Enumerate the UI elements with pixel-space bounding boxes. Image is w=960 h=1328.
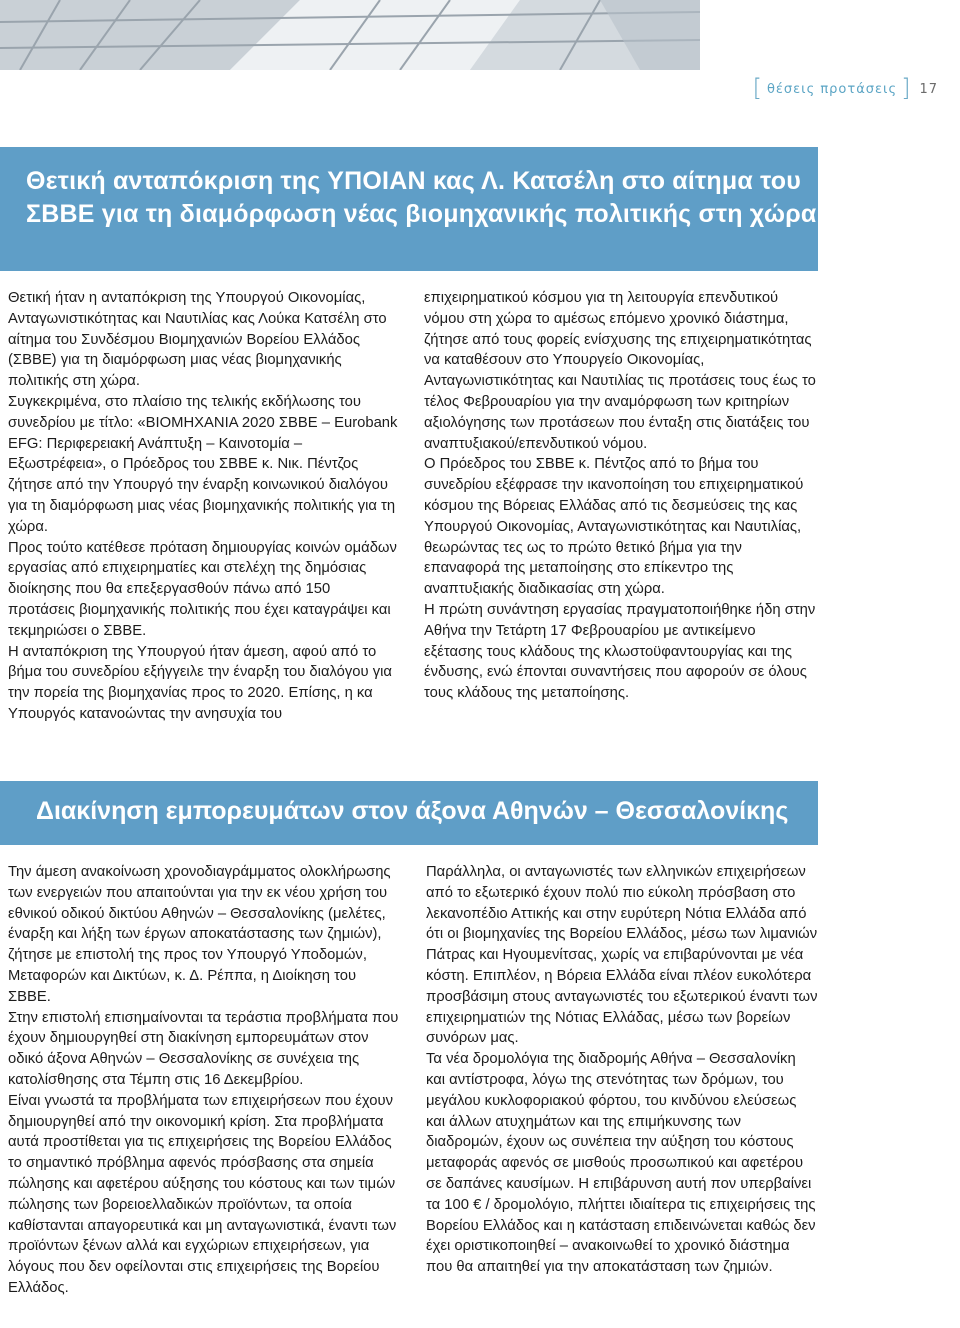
page-header	[753, 74, 938, 102]
section-label: θέσεις προτάσεις	[766, 82, 898, 97]
article1-right-column	[424, 288, 818, 704]
paragraph: Προς τούτο κατέθεσε πρόταση δημιουργίας κοινών ομάδων εργασίας από επιχειρηματίες και στελέχη της δημόσιας διοίκησης που θα επεξεργασθούν πάνω από 150 προτάσεις βιομηχανικής πολιτικής που έχει καταγράψει και τεκμηριώσει ο ΣΒΒΕ.	[8, 539, 397, 639]
paragraph: Συγκεκριμένα, στο πλαίσιο της τελικής εκδήλωσης του συνεδρίου με τίτλο: «ΒΙΟΜΗΧΑΝΙΑ 2020 ΣΒΒΕ – Eurobank EFG: Περιφερειακή Ανάπτυξη – Καινοτομία – Εξωστρέφεια», ο Πρόεδρος του ΣΒΒΕ κ. Νικ. Πέντζος ζήτησε από την Υπουργό την έναρξη κοινωνικού διαλόγου για τη διαμόρφωση μιας νέας βιομηχανικής πολιτικής για τη χώρα.	[8, 393, 398, 535]
bracket-close: ]	[901, 74, 912, 102]
article2-right-column	[426, 862, 818, 1278]
paragraph: Η ανταπόκριση της Υπουργού ήταν άμεση, αφού από το βήμα του συνεδρίου εξήγγειλε την έναρξη του διαλόγου για την πορεία της βιομηχανίας προς το 2020. Επίσης, η κα Υπουργός κατανοώντας την ανησυχία του	[8, 643, 392, 722]
article2-title: Διακίνηση εμπορευμάτων στον άξονα Αθηνών – Θεσσαλονίκης	[36, 797, 789, 825]
paragraph: Ο Πρόεδρος του ΣΒΒΕ κ. Πέντζος από το βήμα του συνεδρίου εξέφρασε την ικανοποίηση του επιχειρηματικού κόσμου της Βόρειας Ελλάδας από τις δεσμεύσεις της κας Υπουργού Οικονομίας, Ανταγωνιστικότητας και Ναυτιλίας, θεωρώντας τες ως το πρώτο θετικό βήμα για την επαναφορά της μεταποίησης στο επίκεντρο της αναπτυξιακής διαδικασίας στη χώρα.	[424, 456, 804, 598]
paragraph: Παράλληλα, οι ανταγωνιστές των ελληνικών επιχειρήσεων από το εξωτερικό έχουν πολύ πιο εύκολη πρόσβαση στο λεκανοπέδιο Αττικής και στην ευρύτερη Νότια Ελλάδα από ότι οι βιομηχανίες της Βορείου Ελλάδος, μέσω των λιμανιών Πάτρας και Ηγουμενίτσας, χωρίς να επιβαρύνονται με νέα κόστη. Επιπλέον, η Βόρεια Ελλάδα είναι πλέον ευκολότερα προσβάσιμη στους ανταγωνιστές του εξωτερικού έναντι των επιχειρηματιών της Νότιας Ελλάδας, μέσω των βορείων συνόρων μας.	[426, 864, 818, 1047]
paragraph: Είναι γνωστά τα προβλήματα των επιχειρήσεων που έχουν δημιουργηθεί από την οικονομική κρίση. Στα προβλήματα αυτά προστίθεται για τις επιχειρήσεις της Βορείου Ελλάδος το σημαντικό πρόβλημα αφενός πρόσβασης στα σημεία πώλησης και αφετέρου αύξησης του κόστους και των τιμών πώλησης των βορειοελλαδικών προϊόντων, τα οποία καθίστανται απαγορευτικά και μη ανταγωνιστικά, έναντι των προϊόντων ξένων αλλά και εγχώριων επιχειρήσεων, για λόγους που δεν οφείλονται στις επιχειρήσεις της Βορείου Ελλάδος.	[8, 1092, 397, 1296]
building-photo	[0, 0, 700, 70]
paragraph: Στην επιστολή επισημαίνονται τα τεράστια προβλήματα που έχουν δημιουργηθεί στη διακίνηση εμπορευμάτων στον οδικό άξονα Αθηνών – Θεσσαλονίκης σε συνέχεια της κατολίσθησης στα Τέμπη στις 16 Δεκεμβρίου.	[8, 1009, 399, 1088]
paragraph: Θετική ήταν η ανταπόκριση της Υπουργού Οικονομίας, Ανταγωνιστικότητας και Ναυτιλίας κας Λούκα Κατσέλη στο αίτημα του Συνδέσμου Βιομηχανιών Βορείου Ελλάδος (ΣΒΒΕ) για τη διαμόρφωση μιας νέας βιομηχανικής πολιτικής στη χώρα.	[8, 290, 387, 390]
article1-title: Θετική ανταπόκριση της ΥΠΟΙΑΝ κας Λ. Κατσέλη στο αίτημα του ΣΒΒΕ για τη διαμόρφωση νέας βιομηχανικής πολιτικής στη χώρα	[26, 167, 817, 228]
paragraph: Την άμεση ανακοίνωση χρονοδιαγράμματος ολοκλήρωσης των ενεργειών που απαιτούνται για την εκ νέου χρήση του εθνικού οδικού δικτύου Αθηνών – Θεσσαλονίκης (μελέτες, έναρξη και λήξη των έργων αποκατάστασης των ζημιών), ζήτησε με επιστολή της προς τον Υπουργό Υποδομών, Μεταφορών και Δικτύων, κ. Δ. Ρέππα, η Διοίκηση του ΣΒΒΕ.	[8, 864, 391, 1005]
article1-title-band	[0, 147, 818, 271]
page-number: 17	[919, 82, 938, 97]
paragraph: επιχειρηματικού κόσμου για τη λειτουργία επενδυτικού νόμου στη χώρα το αμέσως επόμενο χρονικό διάστημα, ζήτησε από τους φορείς ενίσχυσης της επιχειρηματικότητας να καταθέσουν στο Υπουργείο Οικονομίας, Ανταγωνιστικότητας και Ναυτιλίας τις προτάσεις τους έως το τέλος Φεβρουαρίου για την αναμόρφωση των κριτηρίων αξιολόγησης των προτάσεων που ένταξη στις διατάξεις του αναπτυξιακού/επενδυτικού νόμου.	[424, 290, 816, 452]
paragraph: Τα νέα δρομολόγια της διαδρομής Αθήνα – Θεσσαλονίκη και αντίστροφα, λόγω της στενότητας των δρόμων, του μεγάλου κυκλοφοριακού φόρτου, του κινδύνου ελεύσεως και άλλων ατυχημάτων και της επιμήκυνσης των διαδρομών, έχουν ως συνέπεια την αύξηση του κόστους μεταφοράς αφενός σε μισθούς προσωπικού και αφετέρου σε δαπάνες καυσίμων. Η επιβάρυνση αυτή πον υπερβαίνει τα 100 € / δρομολόγιο, πλήττει ιδιαίτερα τις επιχειρήσεις της Βορείου Ελλάδος και η κατάσταση επιδεινώνεται καθώς δεν έχει οριστικοποιηθεί – ανακοινωθεί το χρονικό διάστημα που θα απαιτηθεί για την αποκατάσταση των ζημιών.	[426, 1051, 816, 1276]
article1-left-column	[8, 288, 401, 725]
article2-title-band	[0, 781, 818, 845]
bracket-open: [	[752, 74, 763, 102]
article2-left-column	[8, 862, 401, 1299]
paragraph: Η πρώτη συνάντηση εργασίας πραγματοποιήθηκε ήδη στην Αθήνα την Τετάρτη 17 Φεβρουαρίου με αντικείμενο εξέτασης τους κλάδους της κλωστοϋφαντουργίας και της ένδυσης, ενώ έπονται συναντήσεις που αφορούν σε όλους τους κλάδους της μεταποίησης.	[424, 601, 816, 702]
